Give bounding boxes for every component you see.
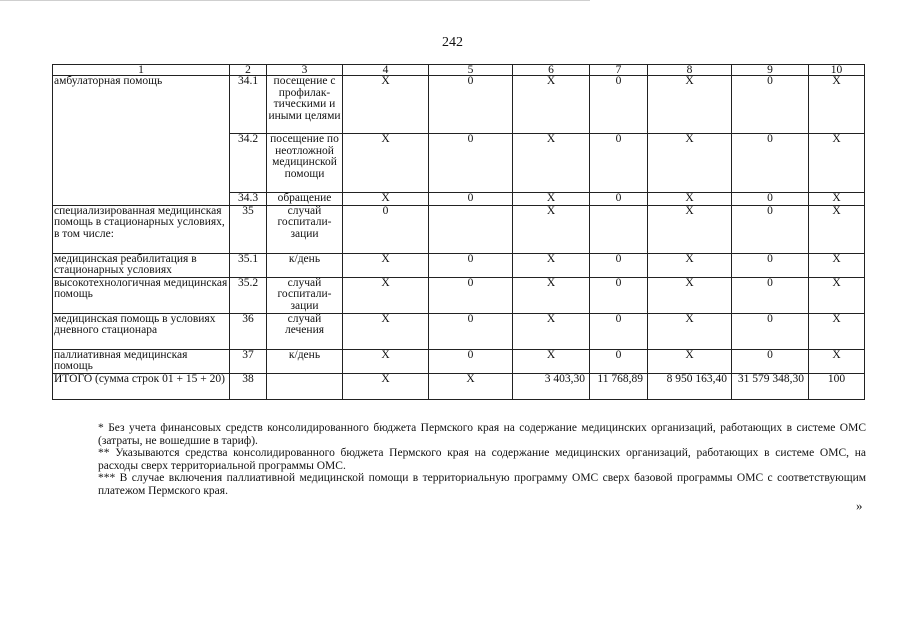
table-row-total <box>53 373 865 399</box>
header-cell: 9 <box>732 65 809 76</box>
value-cell: Х <box>648 205 732 253</box>
value-cell: Х <box>513 349 590 373</box>
row-name: специализированная медицинская помощь в стационарных условиях, в том числе: <box>53 205 230 253</box>
table-row <box>53 349 865 373</box>
header-cell: 4 <box>343 65 429 76</box>
header-cell: 7 <box>590 65 648 76</box>
value-cell: Х <box>513 253 590 277</box>
table-row <box>53 313 865 349</box>
value-cell: Х <box>513 205 590 253</box>
row-unit: обращение <box>267 193 343 206</box>
value-cell <box>590 205 648 253</box>
value-cell: 31 579 348,30 <box>732 373 809 399</box>
row-code: 35.2 <box>230 277 267 313</box>
value-cell: 0 <box>732 134 809 193</box>
value-cell: Х <box>809 349 865 373</box>
row-unit: посещение с профилак-тическими и иными целями <box>267 76 343 134</box>
value-cell: 0 <box>732 205 809 253</box>
table-row <box>53 253 865 277</box>
value-cell: 0 <box>590 253 648 277</box>
row-name: амбулаторная помощь <box>53 76 230 206</box>
value-cell: Х <box>809 205 865 253</box>
value-cell: 0 <box>590 134 648 193</box>
row-code: 37 <box>230 349 267 373</box>
value-cell: Х <box>343 349 429 373</box>
value-cell: 0 <box>732 253 809 277</box>
row-code: 35.1 <box>230 253 267 277</box>
financing-table <box>52 64 865 400</box>
value-cell <box>429 205 513 253</box>
value-cell: Х <box>343 313 429 349</box>
row-unit: случай госпитали-зации <box>267 277 343 313</box>
value-cell: 0 <box>429 313 513 349</box>
value-cell: Х <box>648 76 732 134</box>
value-cell: Х <box>513 76 590 134</box>
header-cell: 8 <box>648 65 732 76</box>
value-cell: 0 <box>590 193 648 206</box>
footnote-text: ** Указываются средства консолидированного бюджета Пермского края на содержание медицинских организаций, работающих в системе ОМС, на расходы сверх территориальной программы ОМС. <box>98 447 866 472</box>
value-cell: Х <box>809 277 865 313</box>
header-cell: 1 <box>53 65 230 76</box>
value-cell: Х <box>809 76 865 134</box>
value-cell: 0 <box>732 349 809 373</box>
header-cell: 3 <box>267 65 343 76</box>
value-cell: Х <box>809 193 865 206</box>
row-code: 35 <box>230 205 267 253</box>
row-name: медицинская помощь в условиях дневного стационара <box>53 313 230 349</box>
row-name: медицинская реабилитация в стационарных условиях <box>53 253 230 277</box>
value-cell: 0 <box>429 134 513 193</box>
row-unit <box>267 373 343 399</box>
closing-quote: » <box>856 498 863 513</box>
value-cell: Х <box>809 134 865 193</box>
table-row <box>53 76 865 134</box>
value-cell: Х <box>648 253 732 277</box>
value-cell: 0 <box>732 313 809 349</box>
table-row <box>53 205 865 253</box>
value-cell: 100 <box>809 373 865 399</box>
footnote-1 <box>84 422 866 447</box>
value-cell: 0 <box>590 349 648 373</box>
value-cell: 0 <box>429 193 513 206</box>
row-code: 36 <box>230 313 267 349</box>
value-cell: Х <box>809 253 865 277</box>
value-cell: Х <box>513 134 590 193</box>
row-code: 34.1 <box>230 76 267 134</box>
header-cell: 2 <box>230 65 267 76</box>
value-cell: Х <box>648 313 732 349</box>
value-cell: 3 403,30 <box>513 373 590 399</box>
value-cell: Х <box>343 134 429 193</box>
value-cell: 8 950 163,40 <box>648 373 732 399</box>
value-cell: Х <box>648 277 732 313</box>
header-cell: 6 <box>513 65 590 76</box>
header-cell: 10 <box>809 65 865 76</box>
value-cell: Х <box>513 313 590 349</box>
value-cell: 0 <box>429 253 513 277</box>
value-cell: 0 <box>429 277 513 313</box>
row-code: 34.2 <box>230 134 267 193</box>
row-name: высокотехнологичная медицинская помощь <box>53 277 230 313</box>
value-cell: Х <box>343 277 429 313</box>
header-cell: 5 <box>429 65 513 76</box>
value-cell: Х <box>648 193 732 206</box>
value-cell: 0 <box>429 76 513 134</box>
footnote-3 <box>84 472 866 497</box>
footnote-text: * Без учета финансовых средств консолидированного бюджета Пермского края на содержание медицинских организаций, работающих в системе ОМС (затраты, не вошедшие в тариф). <box>98 422 866 447</box>
table-header-row <box>53 65 865 76</box>
value-cell: Х <box>343 253 429 277</box>
row-unit: посещение по неотложной медицинской помощи <box>267 134 343 193</box>
value-cell: Х <box>513 193 590 206</box>
value-cell: Х <box>343 193 429 206</box>
value-cell: 0 <box>732 76 809 134</box>
value-cell: Х <box>343 373 429 399</box>
page-number: 242 <box>442 35 463 50</box>
row-code: 38 <box>230 373 267 399</box>
value-cell: Х <box>343 76 429 134</box>
value-cell: 0 <box>732 193 809 206</box>
value-cell: Х <box>648 134 732 193</box>
value-cell: 0 <box>732 277 809 313</box>
value-cell: Х <box>648 349 732 373</box>
footnote-2 <box>84 447 866 472</box>
value-cell: 0 <box>343 205 429 253</box>
row-unit: к/день <box>267 349 343 373</box>
row-name: паллиативная медицинская помощь <box>53 349 230 373</box>
value-cell: 11 768,89 <box>590 373 648 399</box>
table-row <box>53 277 865 313</box>
value-cell: 0 <box>590 313 648 349</box>
scan-edge-line <box>0 0 590 1</box>
footnote-text: *** В случае включения паллиативной медицинской помощи в территориальную программу ОМС сверх базовой программы ОМС с соответствующим платежом Пермского края. <box>98 472 866 497</box>
value-cell: 0 <box>590 277 648 313</box>
row-unit: к/день <box>267 253 343 277</box>
value-cell: Х <box>809 313 865 349</box>
value-cell: 0 <box>429 349 513 373</box>
value-cell: Х <box>429 373 513 399</box>
value-cell: 0 <box>590 76 648 134</box>
row-code: 34.3 <box>230 193 267 206</box>
value-cell: Х <box>513 277 590 313</box>
row-unit: случай госпитали-зации <box>267 205 343 253</box>
row-name: ИТОГО (сумма строк 01 + 15 + 20) <box>53 373 230 399</box>
row-unit: случай лечения <box>267 313 343 349</box>
